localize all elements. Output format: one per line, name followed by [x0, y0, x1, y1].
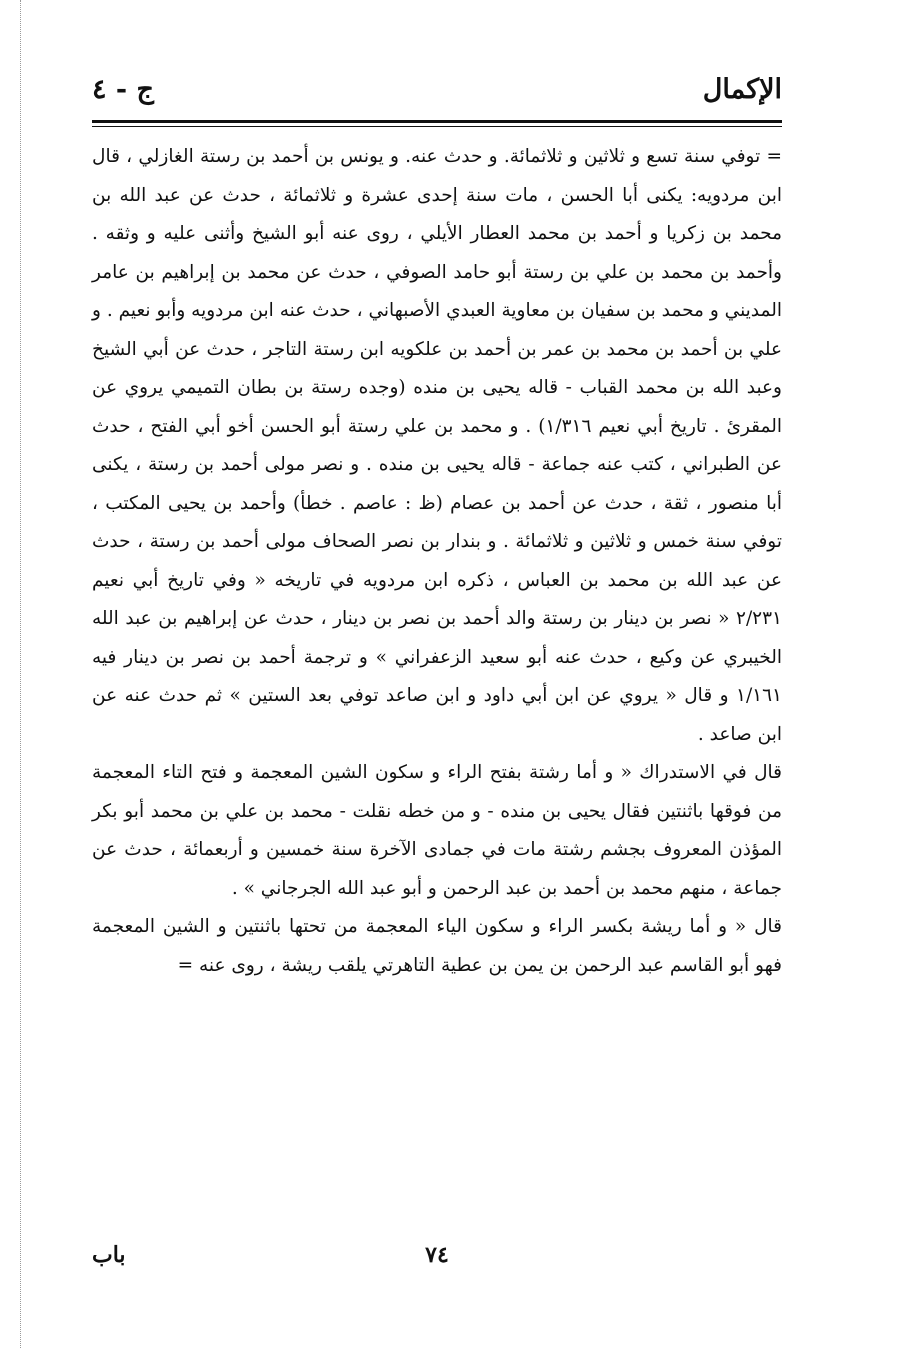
scan-margin-line [20, 0, 21, 1348]
book-title: الإكمال [702, 74, 782, 105]
paragraph-1: = توفي سنة تسع و ثلاثين و ثلاثمائة. و حدث عنه. و يونس بن أحمد بن رستة الغازلي ، قال ابن مردويه: يكنى أبا الحسن ، مات سنة إحدى عشرة و ثلاثمائة ، حدث عن عبد الله بن محمد بن زكريا و أحمد بن محمد العطار الأيلي ، روى عنه أبو الشيخ وأثنى عليه و وثقه . وأحمد بن محمد بن علي بن رستة أبو حامد الصوفي ، حدث عن محمد بن إبراهيم بن عامر المديني و محمد بن سفيان بن معاوية العبدي الأصبهاني ، حدث عنه ابن مردويه وأبو نعيم . و علي بن أحمد بن محمد بن عمر بن أحمد بن علكويه ابن رستة التاجر ، حدث عن أبي الشيخ وعبد الله بن محمد القباب - قاله يحيى بن منده (وجده رستة بن بطان التميمي يروي عن المقرئ . تاريخ أبي نعيم ١/٣١٦) . و محمد بن علي رستة أبو الحسن أخو أبي الفتح ، حدث عن الطبراني ، كتب عنه جماعة - قاله يحيى بن منده . و نصر مولى أحمد بن رستة ، يكنى أبا منصور ، ثقة ، حدث عن أحمد بن عصام (ظ : عاصم . خطأ) وأحمد بن يحيى المكتب ، توفي سنة خمس و ثلاثين و ثلاثمائة . و بندار بن نصر الصحاف مولى أحمد بن رستة ، حدث عن عبد الله بن محمد بن العباس ، ذكره ابن مردويه في تاريخه « وفي تاريخ أبي نعيم ٢/٢٣١ « نصر بن دينار بن رستة والد أحمد بن نصر بن دينار ، حدث عن إبراهيم بن عبد الله الخيبري عن وكيع ، حدث عنه أبو سعيد الزعفراني » و ترجمة أحمد بن نصر بن دينار فيه ١/١٦١ و قال « يروي عن ابن أبي داود و ابن صاعد توفي بعد الستين » ثم حدث عنه عن ابن صاعد . [92, 146, 782, 745]
header-rule-thick [92, 120, 782, 123]
volume-number: ج - ٤ [92, 74, 154, 105]
paragraph-2: قال في الاستدراك « و أما رشتة بفتح الراء و سكون الشين المعجمة و فتح التاء المعجمة من فوقها باثنتين فقال يحيى بن منده - و من خطه نقلت - محمد بن علي بن محمد أبو بكر المؤذن المعروف بجشم رشتة مات في جمادى الآخرة سنة خمسين و أربعمائة ، حدث عن جماعة ، منهم محمد بن أحمد بن عبد الرحمن و أبو عبد الله الجرجاني » . [92, 762, 782, 899]
paragraph-3: قال « و أما ريشة بكسر الراء و سكون الياء المعجمة من تحتها باثنتين و الشين المعجمة فهو أبو القاسم عبد الرحمن بن يمن بن عطية التاهرتي يلقب ريشة ، روى عنه = [92, 916, 782, 976]
header-rule-thin [92, 126, 782, 127]
page-footer [92, 1238, 782, 1278]
catchword: باب [92, 1242, 126, 1268]
page-header [92, 60, 782, 116]
page-body [92, 138, 782, 985]
book-page [92, 60, 782, 1290]
page-number: ٧٤ [425, 1242, 449, 1268]
